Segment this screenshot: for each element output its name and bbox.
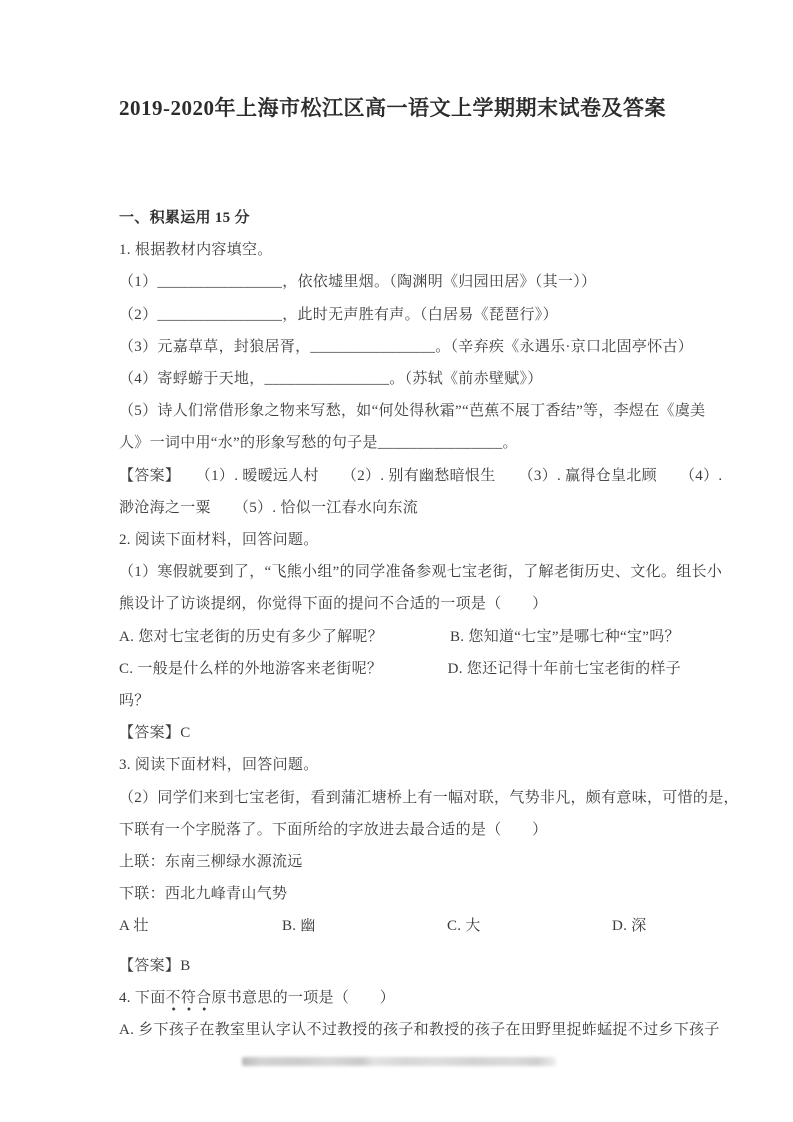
q4-stem-prefix: 4. 下面 bbox=[119, 989, 166, 1006]
q2-option-a: A. 您对七宝老街的历史有多少了解呢？ bbox=[119, 628, 384, 645]
watermark-smudge bbox=[242, 1057, 556, 1066]
q3-option-d: D. 深 bbox=[612, 918, 647, 935]
q3-body-line-1: （2）同学们来到七宝老街，看到蒲汇塘桥上有一幅对联，气势非凡，颇有意味，可惜的是， bbox=[119, 789, 739, 806]
page-content bbox=[119, 0, 739, 1046]
q2-option-d: D. 您还记得十年前七宝老街的样子 bbox=[447, 660, 681, 677]
document-title: 2019-2020年上海市松江区高一语文上学期期末试卷及答案 bbox=[119, 96, 666, 120]
q1-item-3: （3）元嘉草草，封狼居胥，________________。（辛弃疾《永遇乐·京口北固亭怀古） bbox=[119, 338, 694, 355]
q3-answer: 【答案】B bbox=[119, 957, 191, 974]
q3-option-a: A 壮 bbox=[119, 918, 149, 935]
q1-item-4: （4）寄蜉蝣于天地，________________。（苏轼《前赤壁赋》） bbox=[119, 371, 543, 388]
q3-option-b: B. 幽 bbox=[282, 918, 316, 935]
q1-item-5-line-2: 人》一词中用“水”的形象写愁的句子是________________。 bbox=[119, 435, 518, 452]
q3-body-line-2: 下联有一个字脱落了。下面所给的字放进去最合适的是（ ） bbox=[119, 821, 548, 838]
q2-body-line-2: 熊设计了访谈提纲，你觉得下面的提问不合适的一项是（ ） bbox=[119, 596, 548, 613]
q2-option-d-overflow: 吗？ bbox=[119, 693, 150, 710]
q3-options-row bbox=[119, 910, 681, 942]
q3-stem: 3. 阅读下面材料，回答问题。 bbox=[119, 757, 319, 774]
q2-stem: 2. 阅读下面材料，回答问题。 bbox=[119, 532, 319, 549]
q1-answer-line-1: 【答案】 （1）. 暧暧远人村 （2）. 别有幽愁暗恨生 （3）. 赢得仓皇北顾 （4）. bbox=[119, 467, 723, 484]
q4-stem-suffix: 原书意思的一项是（ ） bbox=[211, 989, 396, 1006]
q3-couplet-upper: 上联：东南三柳绿水源流远 bbox=[119, 854, 303, 871]
q1-item-2: （2）________________，此时无声胜有声。（白居易《琵琶行》） bbox=[119, 306, 558, 323]
q1-item-5-line-1: （5）诗人们常借形象之物来写愁，如“何处得秋霜”“芭蕉不展丁香结”等，李煜在《虞美 bbox=[119, 403, 706, 420]
q1-item-1: （1）________________，依依墟里烟。（陶渊明《归园田居》（其一）） bbox=[119, 274, 597, 291]
q2-body-line-1: （1）寒假就要到了，“飞熊小组”的同学准备参观七宝老街，了解老街历史、文化。组长小 bbox=[119, 564, 723, 581]
q2-option-c: C. 一般是什么样的外地游客来老街呢？ bbox=[119, 660, 383, 677]
q2-answer: 【答案】C bbox=[119, 725, 191, 742]
q3-option-c: C. 大 bbox=[447, 918, 481, 935]
q4-stem-emphasized-text: 不符合 bbox=[166, 990, 212, 1011]
q2-options-row-1 bbox=[119, 621, 681, 653]
q4-option-a: A. 乡下孩子在教室里认字认不过教授的孩子和教授的孩子在田野里捉蚱蜢捉不过乡下孩子 bbox=[119, 1022, 720, 1039]
section-heading: 一、积累运用 15 分 bbox=[119, 210, 250, 226]
q2-options-row-2 bbox=[119, 653, 681, 685]
q1-stem: 1. 根据教材内容填空。 bbox=[119, 242, 273, 259]
q3-couplet-lower: 下联：西北九峰青山气势 bbox=[119, 886, 288, 903]
q4-stem bbox=[119, 982, 681, 1014]
q1-answer-line-2: 渺沧海之一粟 （5）. 恰似一江春水向东流 bbox=[119, 499, 419, 516]
q2-option-b: B. 您知道“七宝”是哪七种“宝”吗？ bbox=[450, 628, 680, 645]
